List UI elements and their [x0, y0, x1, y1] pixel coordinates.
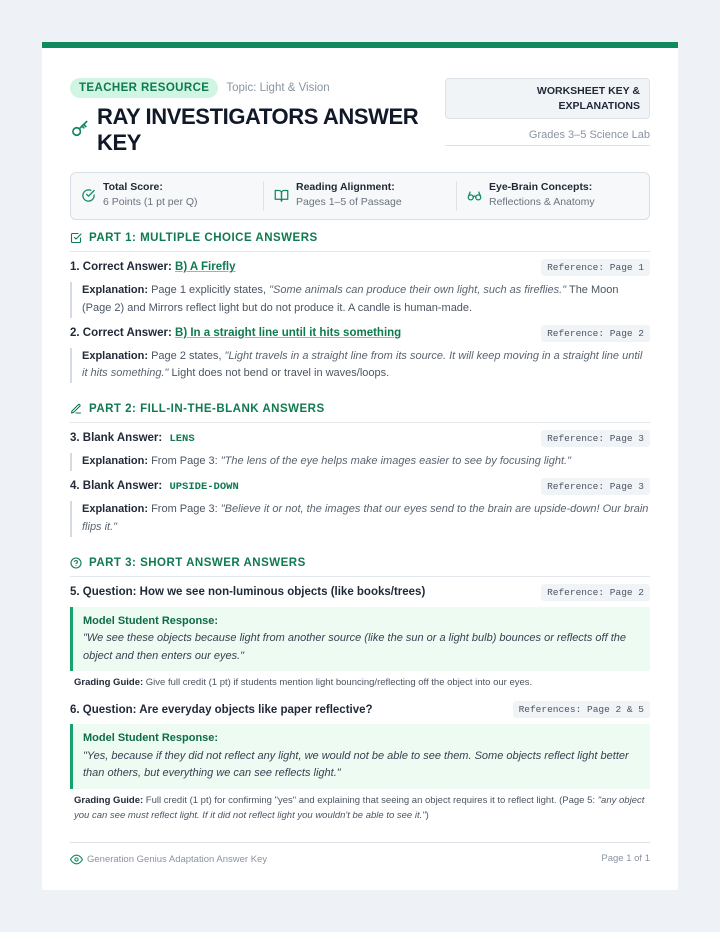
glasses-icon: [467, 188, 482, 203]
question-4-row: [70, 478, 650, 495]
grading-guide-quote: "any object you can see must reflect light. If it did not reflect light you wouldn't be able to see it.": [74, 794, 645, 821]
summary-total-score: [71, 181, 264, 211]
tag-row: [70, 78, 430, 98]
grading-guide-text: Give full credit (1 pt) if students mention light bouncing/reflecting off the object into our eyes.: [145, 677, 533, 689]
explanation-2: [70, 348, 650, 384]
grading-guide-label: Grading Guide:: [74, 677, 144, 689]
explanation-4: [70, 501, 650, 537]
reference-badge: References: Page 2 & 5: [513, 701, 650, 718]
header: [70, 78, 650, 156]
page-number: Page 1 of 1: [601, 853, 650, 864]
question-3-row: [70, 430, 650, 447]
part2-title: PART 2: FILL-IN-THE-BLANK ANSWERS: [89, 403, 325, 416]
grading-guide-end: ): [425, 809, 429, 821]
question-label: 1. Correct Answer:: [70, 261, 172, 274]
explanation-quote: "Believe it or not, the images that our eyes send to the brain are upside-down! Our brain flips it.": [82, 502, 649, 533]
part3-heading: [70, 557, 650, 577]
reference-badge: Reference: Page 3: [541, 478, 650, 495]
part3-title: PART 3: SHORT ANSWER ANSWERS: [89, 556, 306, 569]
book-open-icon: [274, 188, 289, 203]
checkbox-icon: [70, 232, 82, 244]
explanation-3: [70, 453, 650, 471]
part2-heading: [70, 403, 650, 423]
eye-icon: [70, 853, 83, 866]
explanation-text: Page 2 states,: [151, 349, 222, 362]
help-circle-icon: [70, 557, 82, 569]
summary-label: Reading Alignment:: [296, 180, 395, 193]
explanation-quote: "Light travels in a straight line from its source. It will keep moving in a straight line until it hits something.": [82, 349, 643, 380]
question-label: 4. Blank Answer:: [70, 479, 163, 492]
header-rule: [445, 145, 650, 146]
model-response-label: Model Student Response:: [83, 614, 219, 627]
blank-answer: UPSIDE-DOWN: [169, 480, 239, 493]
model-response-6: [70, 724, 650, 789]
question-2-row: [70, 325, 650, 342]
footer-credit: Generation Genius Adaptation Answer Key: [87, 854, 268, 865]
explanation-text: From Page 3:: [151, 502, 218, 515]
reference-badge: Reference: Page 1: [541, 259, 650, 276]
footer-left: [70, 853, 267, 866]
question-label: 3. Blank Answer:: [70, 432, 163, 445]
summary-reading-alignment: [264, 181, 457, 211]
model-response-text: "Yes, because if they did not reflect any light, we would not be able to see them. Some objects reflect light better than others, but everything we can see reflects light.": [83, 749, 629, 780]
explanation-label: Explanation:: [82, 349, 149, 362]
summary-label: Eye-Brain Concepts:: [489, 180, 593, 193]
grading-guide-label: Grading Guide:: [74, 794, 144, 806]
model-response-label: Model Student Response:: [83, 732, 219, 745]
part1-heading: [70, 232, 650, 252]
explanation-text: The Moon (Page 2) and Mirrors reflect light but do not produce it. A candle is human-made.: [82, 283, 619, 314]
header-left: [70, 78, 430, 156]
summary-bar: [70, 172, 650, 220]
footer: [70, 842, 650, 866]
explanation-text: Light does not bend or travel in waves/loops.: [171, 367, 390, 380]
question-3: [70, 432, 195, 445]
question-label: 2. Correct Answer:: [70, 327, 172, 340]
part1-title: PART 1: MULTIPLE CHOICE ANSWERS: [89, 231, 318, 244]
question-5-row: [70, 584, 650, 601]
question-2: [70, 327, 401, 339]
correct-answer: B) In a straight line until it hits something: [175, 327, 402, 340]
summary-value: Reflections & Anatomy: [489, 195, 595, 208]
question-6: 6. Question: Are everyday objects like paper reflective?: [70, 703, 373, 716]
explanation-quote: "Some animals can produce their own light, such as fireflies.": [269, 283, 567, 296]
question-6-row: [70, 701, 650, 718]
worksheet-key-box: WORKSHEET KEY & EXPLANATIONS: [445, 78, 650, 119]
question-5: 5. Question: How we see non-luminous objects (like books/trees): [70, 586, 426, 599]
explanation-text: From Page 3:: [151, 455, 218, 468]
grading-guide-text: Full credit (1 pt) for confirming "yes" and explaining that seeing an object requires it to reflect light. (Page 5:: [145, 794, 596, 806]
explanation-1: [70, 282, 650, 318]
blank-answer: LENS: [169, 433, 195, 446]
reference-badge: Reference: Page 2: [541, 584, 650, 601]
grading-guide-5: [70, 676, 650, 691]
grading-guide-6: [70, 794, 650, 823]
explanation-label: Explanation:: [82, 283, 149, 296]
summary-label: Total Score:: [103, 180, 163, 193]
key-icon: [70, 119, 90, 139]
summary-eye-brain: [457, 181, 649, 211]
question-1: [70, 261, 236, 273]
reference-badge: Reference: Page 2: [541, 325, 650, 342]
correct-answer: B) A Firefly: [175, 261, 236, 274]
model-response-text: "We see these objects because light from another source (like the sun or a light bulb) bounces or reflects off the object and then enters our eyes.": [83, 632, 626, 662]
page-title: RAY INVESTIGATORS ANSWER KEY: [97, 104, 419, 155]
check-circle-icon: [81, 188, 96, 203]
explanation-text: Page 1 explicitly states,: [151, 283, 267, 296]
explanation-label: Explanation:: [82, 455, 149, 468]
header-right: [445, 78, 650, 156]
reference-badge: Reference: Page 3: [541, 430, 650, 447]
question-4: [70, 480, 239, 493]
pencil-icon: [70, 403, 82, 415]
model-response-5: [70, 607, 650, 672]
teacher-resource-tag: TEACHER RESOURCE: [70, 78, 218, 98]
topic-label: Topic: Light & Vision: [226, 82, 330, 94]
title-row: [70, 104, 430, 156]
summary-value: 6 Points (1 pt per Q): [103, 195, 198, 208]
summary-value: Pages 1–5 of Passage: [296, 195, 402, 208]
explanation-quote: "The lens of the eye helps make images easier to see by focusing light.": [220, 455, 572, 468]
grades-label: Grades 3–5 Science Lab: [528, 129, 650, 142]
answer-key-page: [42, 42, 678, 890]
question-1-row: [70, 259, 650, 276]
explanation-label: Explanation:: [82, 502, 149, 515]
